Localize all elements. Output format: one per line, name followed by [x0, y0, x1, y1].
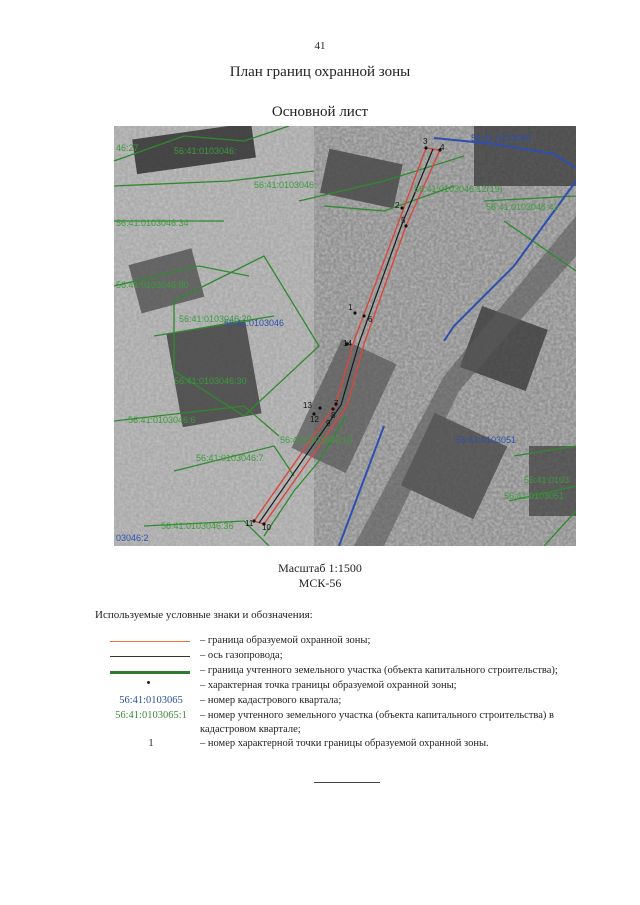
- point-number: 2: [395, 201, 400, 210]
- scale-block: [0, 561, 640, 591]
- legend-item: [95, 737, 595, 752]
- parcel-label: 56:41:0103: [524, 475, 570, 485]
- quarter-label: 56:41:0103006: [471, 133, 532, 143]
- legend-desc: – граница учтенного земельного участка (объекта капитального строительства);: [200, 665, 558, 676]
- zone-boundary-symbol: [95, 634, 207, 648]
- legend-desc: – граница образуемой охранной зоны;: [200, 635, 371, 646]
- legend-desc: – номер характерной точки границы образуемой охранной зоны.: [200, 738, 489, 749]
- legend-item: [95, 664, 595, 679]
- end-rule: [314, 782, 380, 783]
- legend-desc: – номер учтенного земельного участка (объекта капитального строительства) в кадастровом квартале;: [200, 710, 554, 735]
- parcel-label: 56:41:0103046:7: [196, 453, 264, 463]
- sheet-title: Основной лист: [271, 104, 369, 120]
- page-title: План границ охранной зоны: [229, 64, 411, 80]
- point-number: 9: [326, 419, 331, 428]
- legend-item: [95, 709, 595, 737]
- parcel-label: 46:27: [116, 143, 139, 153]
- parcel-label: 56:41:0103046:34: [116, 218, 189, 228]
- quarter-label: 56:41:0103046: [224, 318, 285, 328]
- point-number: 4: [440, 143, 445, 152]
- map-view[interactable]: [114, 126, 576, 546]
- parcel-label: 56:41:0103046:80: [116, 280, 189, 290]
- point-number-sample: 1: [148, 738, 154, 749]
- point-number: 7: [334, 399, 339, 408]
- page-number: 41: [314, 40, 326, 52]
- parcel-label: 56:41:0103046:16: [280, 435, 353, 445]
- parcel-label: 56:41:0103051: [504, 491, 565, 501]
- parcel-code-sample: 56:41:0103065:1: [115, 710, 187, 721]
- legend-item: [95, 634, 595, 649]
- parcel-label: 56:41:0103046:: [254, 180, 317, 190]
- point-number: 11: [245, 519, 254, 528]
- legend-desc: – номер кадастрового квартала;: [200, 695, 342, 706]
- point-number: 5: [401, 216, 406, 225]
- parcel-label: 56:41:0103046:: [174, 146, 237, 156]
- parcel-boundary-symbol: [95, 664, 207, 678]
- pipeline-axis-symbol: [95, 649, 207, 663]
- point-number: 6: [368, 315, 373, 324]
- coordinate-system: МСК-56: [298, 576, 342, 590]
- quarter-label: 56:41:0103051: [456, 435, 517, 445]
- quarter-label: 03046:2: [116, 533, 149, 543]
- legend-desc: – характерная точка границы образуемой охранной зоны;: [200, 680, 457, 691]
- legend-item: [95, 649, 595, 664]
- point-number: 1: [348, 303, 353, 312]
- point-symbol: [95, 679, 207, 693]
- point-number: 8: [331, 411, 336, 420]
- legend-item: [95, 679, 595, 694]
- map-scale: Масштаб 1:1500: [278, 561, 362, 575]
- map-canvas: [114, 126, 576, 546]
- point-number: 10: [262, 523, 271, 532]
- point-number: 12: [310, 415, 319, 424]
- point-number: 13: [303, 401, 312, 410]
- point-number: 14: [343, 339, 352, 348]
- legend-item: [95, 694, 595, 709]
- parcel-label: 56:41:0103046:36: [161, 521, 234, 531]
- point-number: 3: [423, 137, 428, 146]
- parcel-label: 56:41:0103046:30: [174, 376, 247, 386]
- quarter-code-sample: 56:41:0103065: [119, 695, 183, 706]
- parcel-label: 56:41:0103046:42: [486, 202, 559, 212]
- legend: [95, 634, 595, 752]
- legend-heading: Используемые условные знаки и обозначения:: [95, 609, 313, 621]
- parcel-label: 56:41:0103046:12(19): [414, 184, 503, 194]
- legend-desc: – ось газопровода;: [200, 650, 283, 661]
- parcel-label: 56:41:0103046:20: [179, 314, 252, 324]
- parcel-label: 56:41:0103046:6: [128, 415, 196, 425]
